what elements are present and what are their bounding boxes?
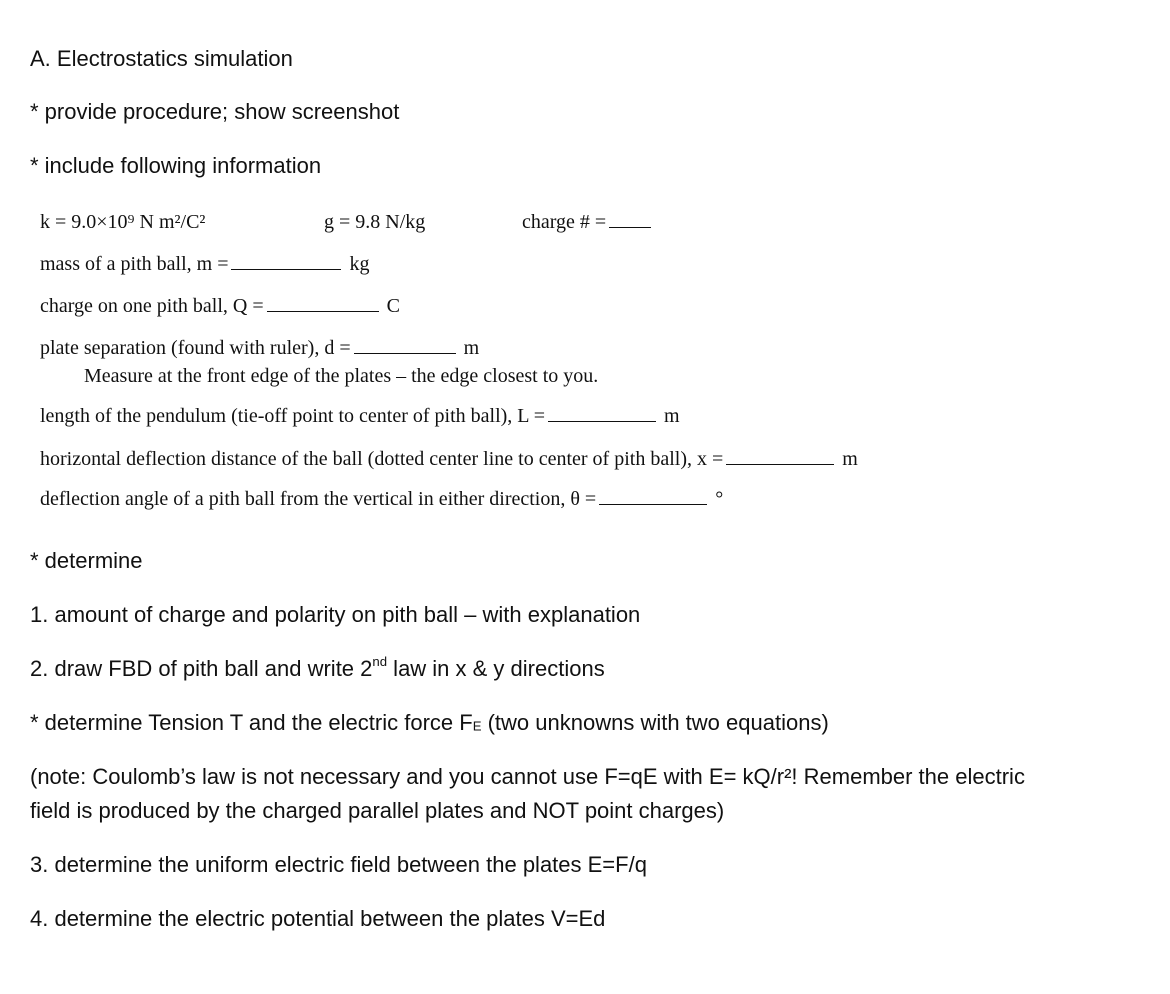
charge-number-label: charge # = [522,211,607,233]
charge-field [40,295,400,318]
deflection-unit: m [842,448,858,470]
deflection-label: horizontal deflection distance of the ball (dotted center line to center of pith ball), x = [40,448,724,470]
note-line-2: field is produced by the charged parallel plates and NOT point charges) [30,798,725,823]
length-field [40,405,680,428]
tension-text-end: (two unknowns with two equations) [481,710,829,735]
determine-item-2 [30,656,605,682]
separation-blank [354,337,456,354]
deflection-field [40,448,858,471]
mass-blank [231,253,341,270]
separation-field [40,337,479,360]
separation-note: Measure at the front edge of the plates – the edge closest to you. [84,365,599,387]
separation-label: plate separation (found with ruler), d = [40,337,351,359]
charge-unit: C [386,295,400,317]
length-label: length of the pendulum (tie-off point to center of pith ball), L = [40,405,546,427]
constant-k: k = 9.0×10⁹ N m²/C² [40,211,206,233]
angle-label: deflection angle of a pith ball from the vertical in either direction, θ = [40,488,597,510]
item2-text-start: 2. draw FBD of pith ball and write 2 [30,656,373,681]
length-unit: m [664,405,680,427]
note-line-1: (note: Coulomb’s law is not necessary and you cannot use F=qE with E= kQ/r²! Remember the electric [30,764,1025,789]
constant-g: g = 9.8 N/kg [324,211,426,233]
charge-number-blank [609,211,651,228]
item2-text-end: law in x & y directions [387,656,605,681]
tension-subscript: E [472,718,482,734]
bullet-include: * include following information [30,153,322,178]
determine-tension [30,710,829,736]
separation-unit: m [463,337,480,359]
determine-item-4: 4. determine the electric potential between the plates V=Ed [30,906,606,931]
determine-item-1: 1. amount of charge and polarity on pith ball – with explanation [30,602,641,627]
charge-blank [267,295,379,312]
angle-blank [599,488,707,505]
charge-label: charge on one pith ball, Q = [40,295,264,317]
item2-superscript: nd [372,654,388,670]
determine-heading: * determine [30,548,143,573]
mass-label: mass of a pith ball, m = [40,253,229,275]
charge-number-field [522,211,654,234]
mass-field [40,253,369,276]
length-blank [548,405,656,422]
bullet-procedure: * provide procedure; show screenshot [30,99,400,124]
determine-item-3: 3. determine the uniform electric field between the plates E=F/q [30,852,647,877]
tension-text-start: * determine Tension T and the electric force F [30,710,473,735]
deflection-blank [726,448,834,465]
mass-unit: kg [349,253,370,275]
angle-field [40,488,723,511]
section-heading: A. Electrostatics simulation [30,46,293,71]
angle-unit: ° [715,488,724,510]
